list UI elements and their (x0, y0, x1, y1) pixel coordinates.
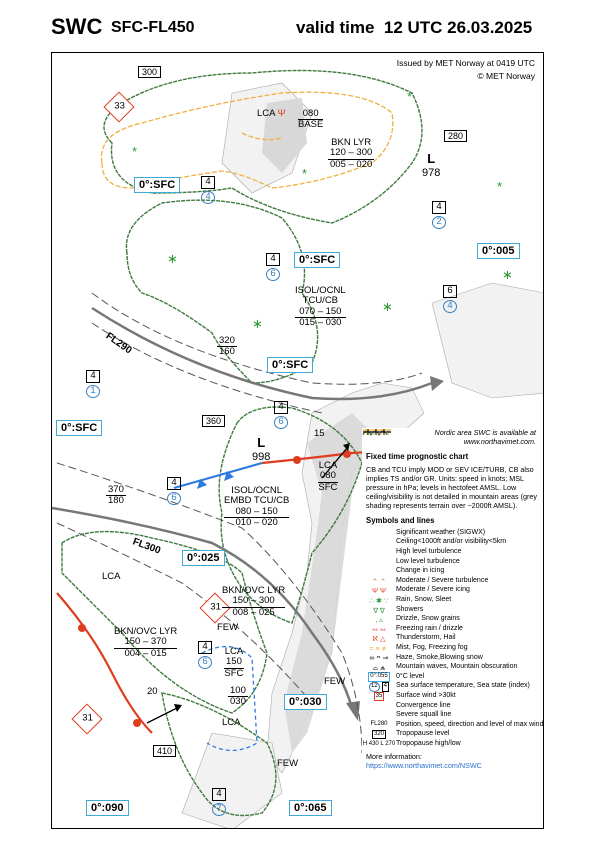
sst-marker: 4 6 (198, 641, 212, 669)
legend-row (362, 682, 544, 692)
fog-icon: = ≡ ≢ (369, 643, 389, 653)
legend-row (362, 701, 544, 711)
legend-description: CB and TCU imply MOD or SEV ICE/TURB, CB also implies TS and/or GR. Units: speed in knots; MSL pressure in hPa; levels in hectofeet AMSL. Low ceiling/visibility is not detailed in mountain areas (grey shading represents terrain over ~2000ft AMSL). (366, 464, 537, 510)
more-info: More information: (366, 752, 422, 762)
sst-marker: 4 1 (86, 370, 100, 398)
legend-row (362, 634, 544, 644)
jet-label: FL300 (131, 536, 163, 557)
area-label: LCA 150 SFC (224, 646, 244, 679)
area-label: LCA Ψ (257, 108, 286, 119)
legend-text: 0°C level (396, 672, 425, 680)
swc-map (51, 52, 544, 829)
legend-text: Tropopause level (396, 730, 450, 738)
svg-text:*: * (497, 179, 503, 194)
legend-title: Fixed time prognostic chart (366, 452, 469, 461)
legend-text: Surface wind >30kt (396, 691, 456, 699)
tropopause-level-icon: 320 (362, 730, 396, 740)
freezing-level-box: 0°:090 (86, 800, 129, 816)
surface-wind-icon: 33 (103, 91, 134, 122)
chart-subtitle: SFC-FL450 (111, 19, 195, 36)
area-label: BKN/OVC LYR 150 – 370 004 – 015 (114, 626, 178, 659)
svg-text:∗: ∗ (502, 267, 513, 282)
sst-marker: 4 4 (201, 176, 215, 204)
legend-text: Significant weather (SIGWX) (396, 528, 486, 536)
area-label: $\frac{100}{030}$ (230, 685, 246, 708)
tropopause-hl-icon: H 430 L 270 (362, 740, 396, 747)
legend-text: Freezing rain / drizzle (396, 624, 463, 632)
pressure-low: L 978 (422, 151, 441, 179)
tropopause-level: 410 (153, 745, 176, 757)
sst-icon: 12 4 (362, 682, 396, 692)
area-label: FEW (277, 758, 299, 769)
area-label: BKN/OVC LYR 150 – 300 008 – 025 (222, 585, 286, 618)
jet-label: FL290 (103, 330, 134, 357)
wind-speed-label: 15 (314, 428, 325, 439)
tropopause-level: 360 (202, 415, 225, 427)
legend-text: Thunderstorm, Hail (396, 634, 456, 642)
area-label: LCA 080 SFC (318, 460, 338, 493)
legend-text: Moderate / Severe icing (396, 586, 470, 594)
legend-row (362, 711, 544, 721)
freezing-level-icon: 0°:055 (362, 672, 396, 682)
freezing-level-box: 0°:SFC (56, 420, 102, 436)
freezing-rain-icon: ∾ ∾ (371, 624, 387, 634)
legend-text: High level turbulence (396, 548, 462, 556)
sst-marker: 4 6 (266, 253, 280, 281)
surface-wind-icon: 31 (71, 703, 102, 734)
legend-text: Change in icing (396, 567, 445, 575)
legend-text: Mist, Fog, Freezing fog (396, 644, 468, 652)
precip-icon: ∴ ✱ ∵ (369, 595, 389, 605)
more-info-link[interactable]: https://www.northavimet.com/NSWC (366, 761, 482, 771)
area-label: FEW (324, 676, 346, 687)
sst-marker: 4 2 (432, 201, 446, 229)
legend-row (362, 538, 544, 548)
legend-row (362, 557, 544, 567)
legend-row (362, 576, 544, 586)
svg-text:∗: ∗ (252, 316, 263, 331)
mountain-wave-icon: ⌓ ⩕ (372, 663, 386, 673)
freezing-level-box: 0°:SFC (294, 252, 340, 268)
legend-text: Convergence line (396, 701, 451, 709)
svg-text:*: * (132, 144, 138, 159)
freezing-level-box: 0°:005 (477, 243, 520, 259)
legend-text: Rain, Snow, Sleet (396, 596, 452, 604)
haze-icon: ∞ ᴖ ⇒ (369, 653, 389, 663)
legend-text: Position, speed, direction and level of max wind (396, 720, 544, 728)
legend-row (362, 692, 544, 702)
lca-tag: LCA (102, 571, 121, 582)
svg-text:*: * (302, 166, 308, 181)
freezing-level-box: 0°:030 (284, 694, 327, 710)
sst-marker: 4 7 (212, 788, 226, 816)
jet-icon: FL280 (370, 721, 388, 728)
svg-text:∗: ∗ (167, 251, 178, 266)
issued-by: Issued by MET Norway at 0419 UTC © MET Norway (396, 58, 535, 81)
svg-text:*: * (407, 89, 413, 104)
area-label: FEW (217, 622, 239, 633)
tropopause-level: 300 (138, 66, 161, 78)
legend-text: Sea surface temperature, Sea state (index) (396, 682, 530, 690)
drizzle-icon: , ▵ (375, 615, 383, 625)
surface-wind-icon: 35 (362, 692, 396, 702)
legend-text: Ceiling<1000ft and/or visibility<5km (396, 538, 507, 546)
legend-row (362, 730, 544, 740)
legend-row (362, 596, 544, 606)
legend-row (362, 548, 544, 558)
legend-text: Moderate / Severe turbulence (396, 576, 489, 584)
legend-text: Haze, Smoke,Blowing snow (396, 653, 483, 661)
legend-row (362, 624, 544, 634)
area-label: ISOL/OCNL EMBD TCU/CB 080 – 150 010 – 020 (224, 485, 290, 529)
legend-text: Drizzle, Snow grains (396, 615, 460, 623)
freezing-level-box: 0°:065 (289, 800, 332, 816)
tropopause-level: 280 (444, 130, 467, 142)
nordic-note: Nordic area SWC is available at www.northavimet.com. (434, 428, 536, 446)
legend-row (362, 720, 544, 730)
valid-time: valid time 12 UTC 26.03.2025 (296, 18, 533, 37)
turbulence-icon: ⌃ ⌃ (371, 576, 387, 586)
lca-tag: LCA (222, 717, 241, 728)
legend-panel (362, 428, 544, 828)
icing-icon: Ψ Ψ (371, 586, 386, 596)
freezing-level-box: 0°:025 (182, 550, 225, 566)
sst-marker: 6 4 (443, 285, 457, 313)
legend-row (362, 605, 544, 615)
legend-symbols-title: Symbols and lines (366, 515, 435, 525)
legend-text: Low level turbulence (396, 557, 460, 565)
area-label: ISOL/OCNL TCU/CB 070 – 150 015 – 030 (295, 285, 346, 329)
legend-row (362, 740, 544, 750)
legend-row (362, 567, 544, 577)
legend-row (362, 663, 544, 673)
pressure-low: L 998 (252, 435, 271, 463)
legend-items (362, 528, 544, 749)
occluded-front (57, 593, 152, 733)
freezing-level-box: 0°:SFC (267, 357, 313, 373)
surface-wind-icon: 31 (199, 592, 230, 623)
area-label: 080 BASE (298, 108, 324, 131)
legend-row (362, 653, 544, 663)
legend-text: Mountain waves, Mountain obscuration (396, 663, 518, 671)
legend-row (362, 528, 544, 538)
area-label: BKN LYR 120 – 300 005 – 020 (330, 137, 373, 170)
showers-icon: ∇ ∇ (373, 605, 385, 615)
legend-text: Severe squall line (396, 711, 452, 719)
svg-text:∗: ∗ (382, 299, 393, 314)
legend-row (362, 586, 544, 596)
turbulence-label: $\frac{320}{160}$ (219, 335, 235, 358)
freezing-level-box: 0°:SFC (134, 177, 180, 193)
chart-title: SWC (51, 14, 103, 39)
legend-row (362, 615, 544, 625)
sst-marker: 4 6 (167, 477, 181, 505)
turbulence-label: $\frac{370}{180}$ (108, 484, 124, 507)
legend-row (362, 672, 544, 682)
thunderstorm-icon: ℵ △ (372, 634, 386, 644)
legend-text: Showers (396, 605, 424, 613)
sst-marker: 4 6 (274, 401, 288, 429)
legend-text: Tropopause high/low (396, 739, 461, 747)
wind-speed-label: 20 (147, 686, 158, 697)
legend-row (362, 644, 544, 654)
